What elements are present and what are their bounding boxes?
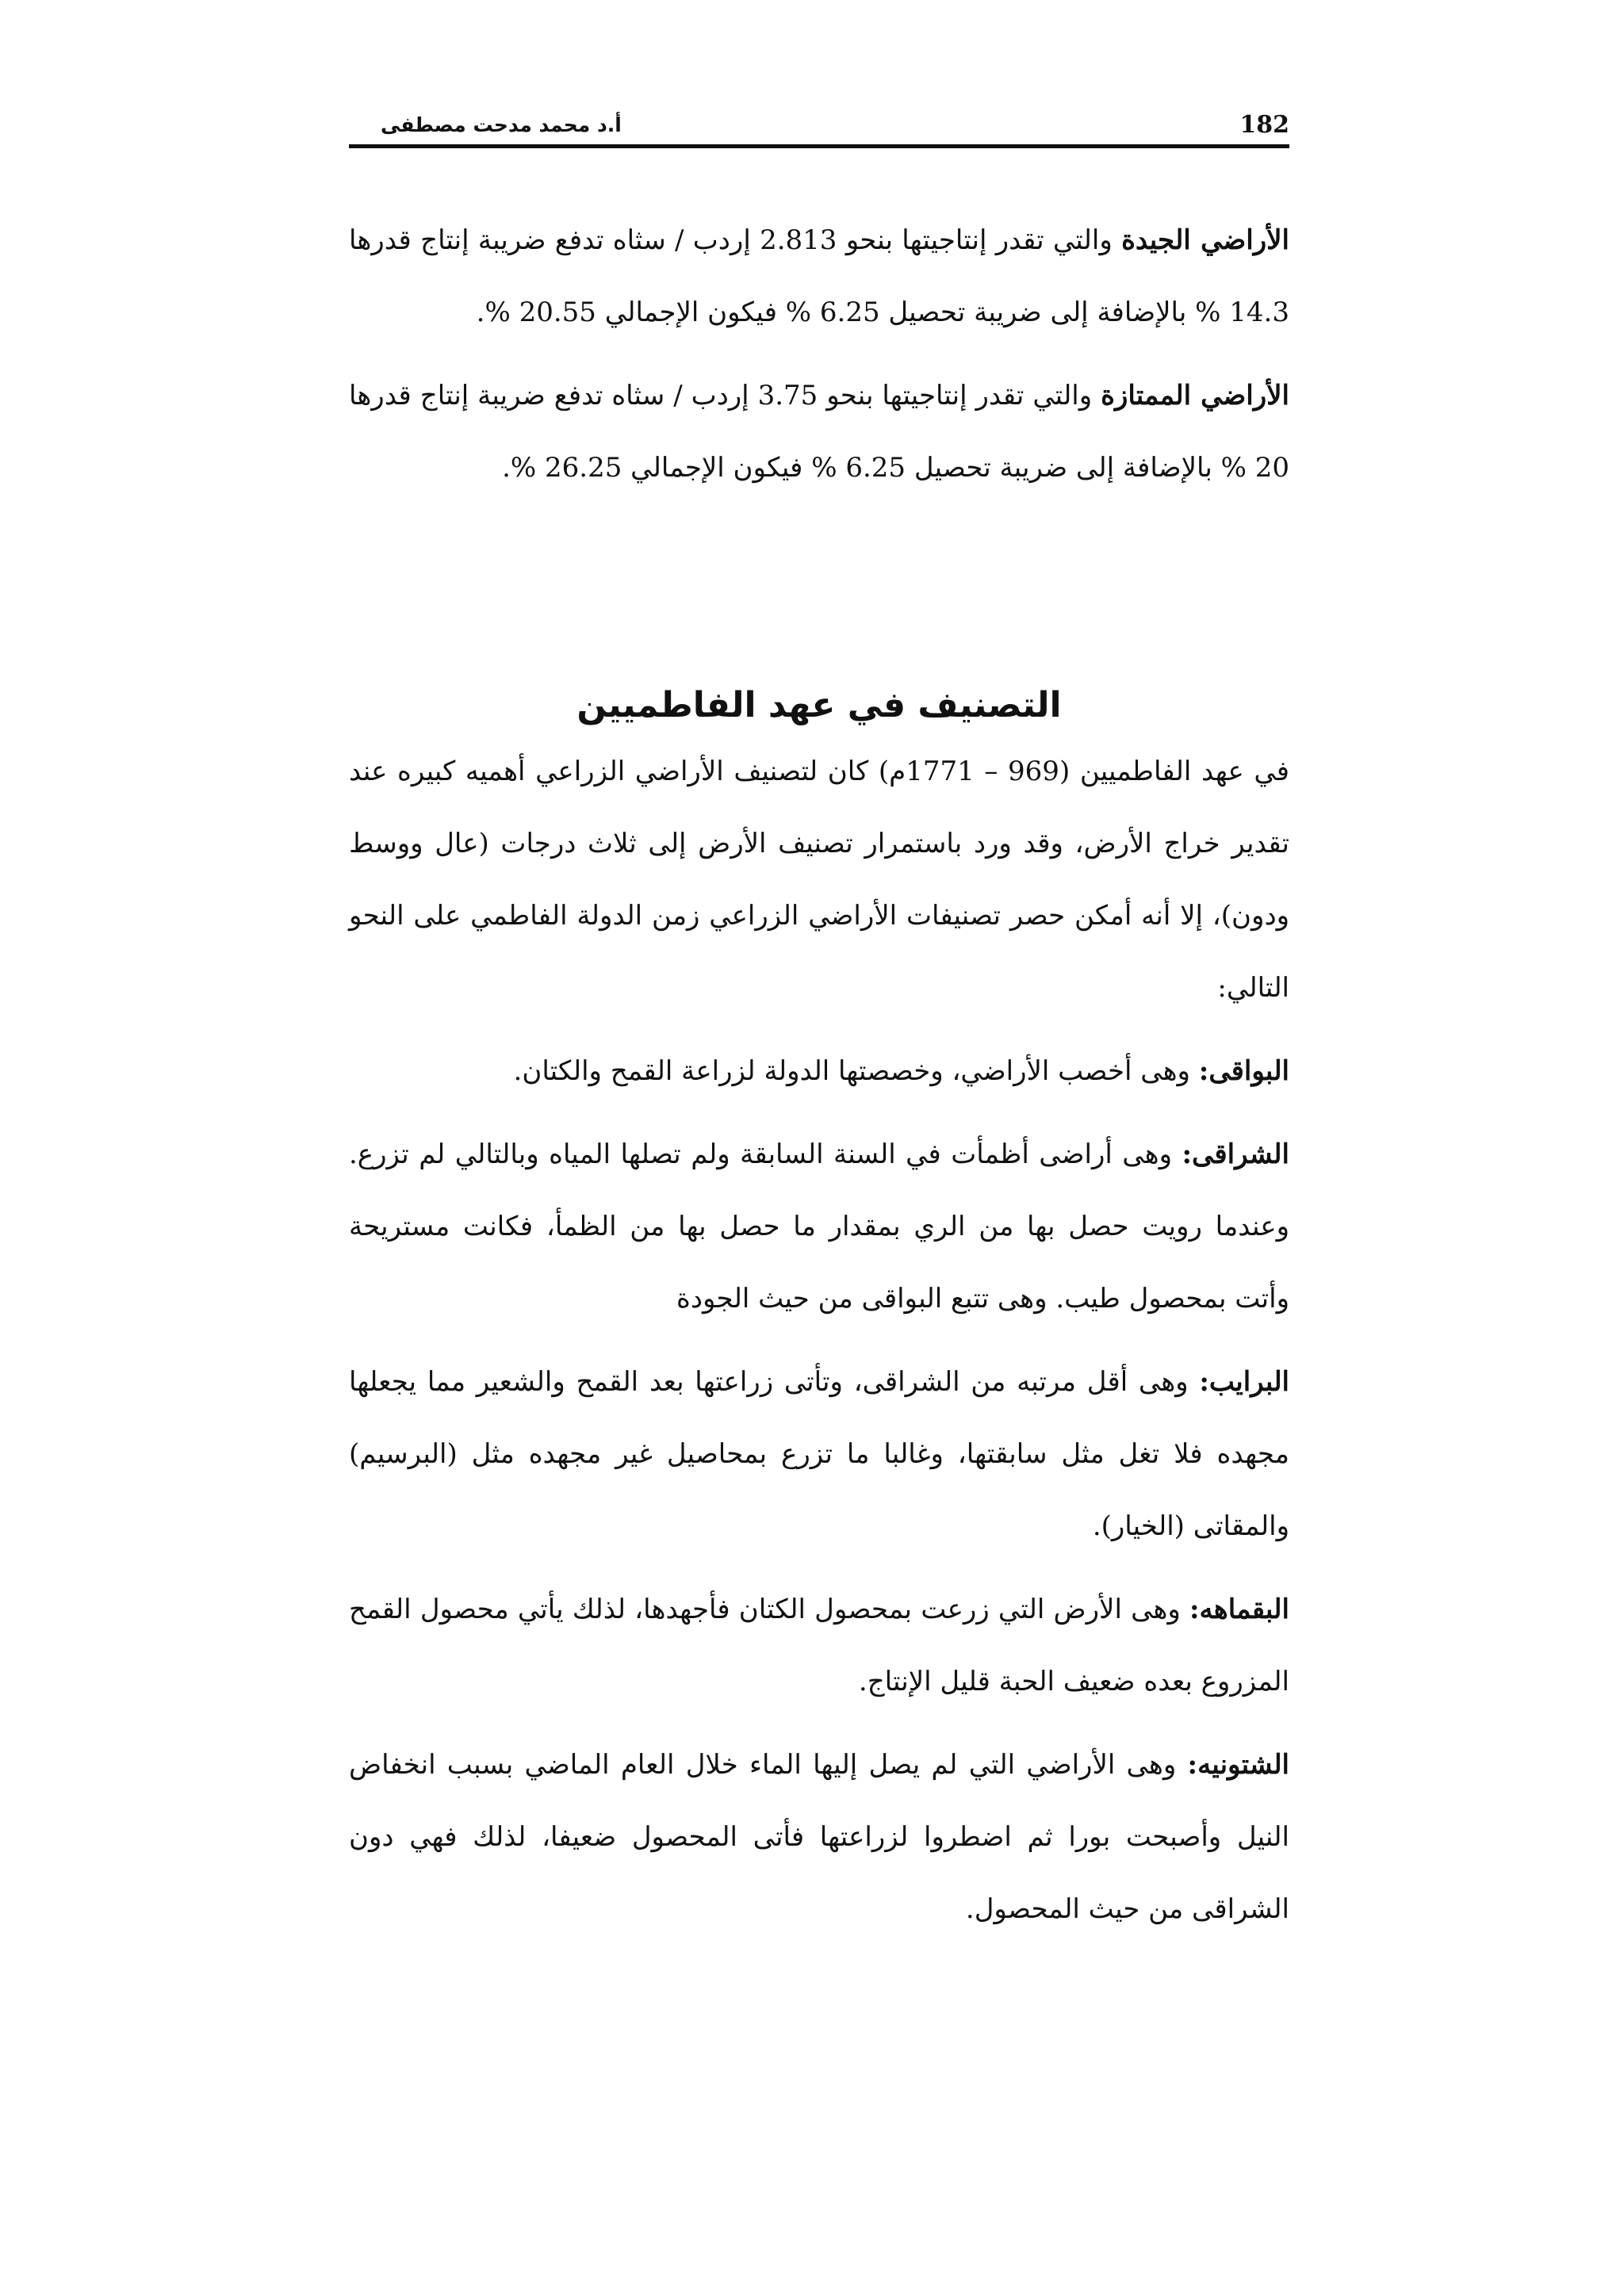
section-text-block [349,736,1289,1957]
list-item-barayeb [349,1346,1289,1563]
term-bawaqi: البواقى: [1198,1055,1289,1087]
paragraph-excellent-lands [349,360,1289,504]
term-sharaqi: الشراقى: [1182,1138,1289,1170]
term-shatuniya: الشتونيه: [1187,1749,1289,1781]
header-divider [349,144,1289,148]
paragraph-text: والتي تقدر إنتاجيتها بنحو 3.75 إردب / سثاه تدفع ضريبة إنتاج قدرها 20 % بالإضافة إلى ضريبة تحصيل 6.25 % فيكون الإجمالي 26.25 %. [349,380,1289,484]
item-text: وهى أراضى أظمأت في السنة السابقة ولم تصلها المياه وبالتالي لم تزرع. وعندما رويت حصل بها من الري بمقدار ما حصل بها من الظمأ، فكانت مستريحة وأتت بمحصول طيب. وهى تتبع البواقى من حيث الجودة [349,1138,1289,1314]
author-name: أ.د محمد مدحت مصطفى [381,113,622,136]
list-item-shatuniya [349,1729,1289,1946]
term-excellent-lands: الأراضي الممتازة [1101,380,1289,411]
intro-text-block [349,205,1289,515]
list-item-baqmaha [349,1574,1289,1718]
term-baqmaha: البقماهه: [1189,1594,1289,1625]
paragraph-good-lands [349,205,1289,349]
paragraph-text: والتي تقدر إنتاجيتها بنحو 2.813 إردب / سثاه تدفع ضريبة إنتاج قدرها 14.3 % بالإضافة إلى ضريبة تحصيل 6.25 % فيكون الإجمالي 20.55 %. [349,224,1289,328]
section-intro-paragraph: في عهد الفاطميين (969 – 1771م) كان لتصنيف الأراضي الزراعي أهميه كبيره عند تقدير خراج الأرض، وقد ورد باستمرار تصنيف الأرض إلى ثلاث درجات (عال ووسط ودون)، إلا أنه أمكن حصر تصنيفات الأراضي الزراعي زمن الدولة الفاطمي على النحو التالي: [349,756,1289,1004]
item-text: وهى أقل مرتبه من الشراقى، وتأتى زراعتها بعد القمح والشعير مما يجعلها مجهده فلا تغل مثل سابقتها، وغالبا ما تزرع بمحاصيل غير مجهده مثل (البرسيم) والمقاتى (الخيار). [349,1366,1289,1542]
term-barayeb: البرايب: [1199,1366,1289,1398]
item-text: وهى أخصب الأراضي، وخصصتها الدولة لزراعة القمح والكتان. [513,1055,1199,1087]
term-good-lands: الأراضي الجيدة [1121,224,1290,256]
item-text: وهى الأرض التي زرعت بمحصول الكتان فأجهدها، لذلك يأتي محصول القمح المزروع بعده ضعيف الحبة قليل الإنتاج. [349,1594,1289,1697]
section-heading: التصنيف في عهد الفاطميين [576,685,1062,725]
page-number: 182 [1239,110,1289,139]
page-header [349,103,1289,146]
item-text: وهى الأراضي التي لم يصل إليها الماء خلال العام الماضي بسبب انخفاض النيل وأصبحت بورا ثم اضطروا لزراعتها فأتى المحصول ضعيفا، لذلك فهي دون الشراقى من حيث المحصول. [349,1749,1289,1925]
list-item-bawaqi [349,1035,1289,1108]
document-page [349,0,1289,2296]
list-item-sharaqi [349,1119,1289,1335]
